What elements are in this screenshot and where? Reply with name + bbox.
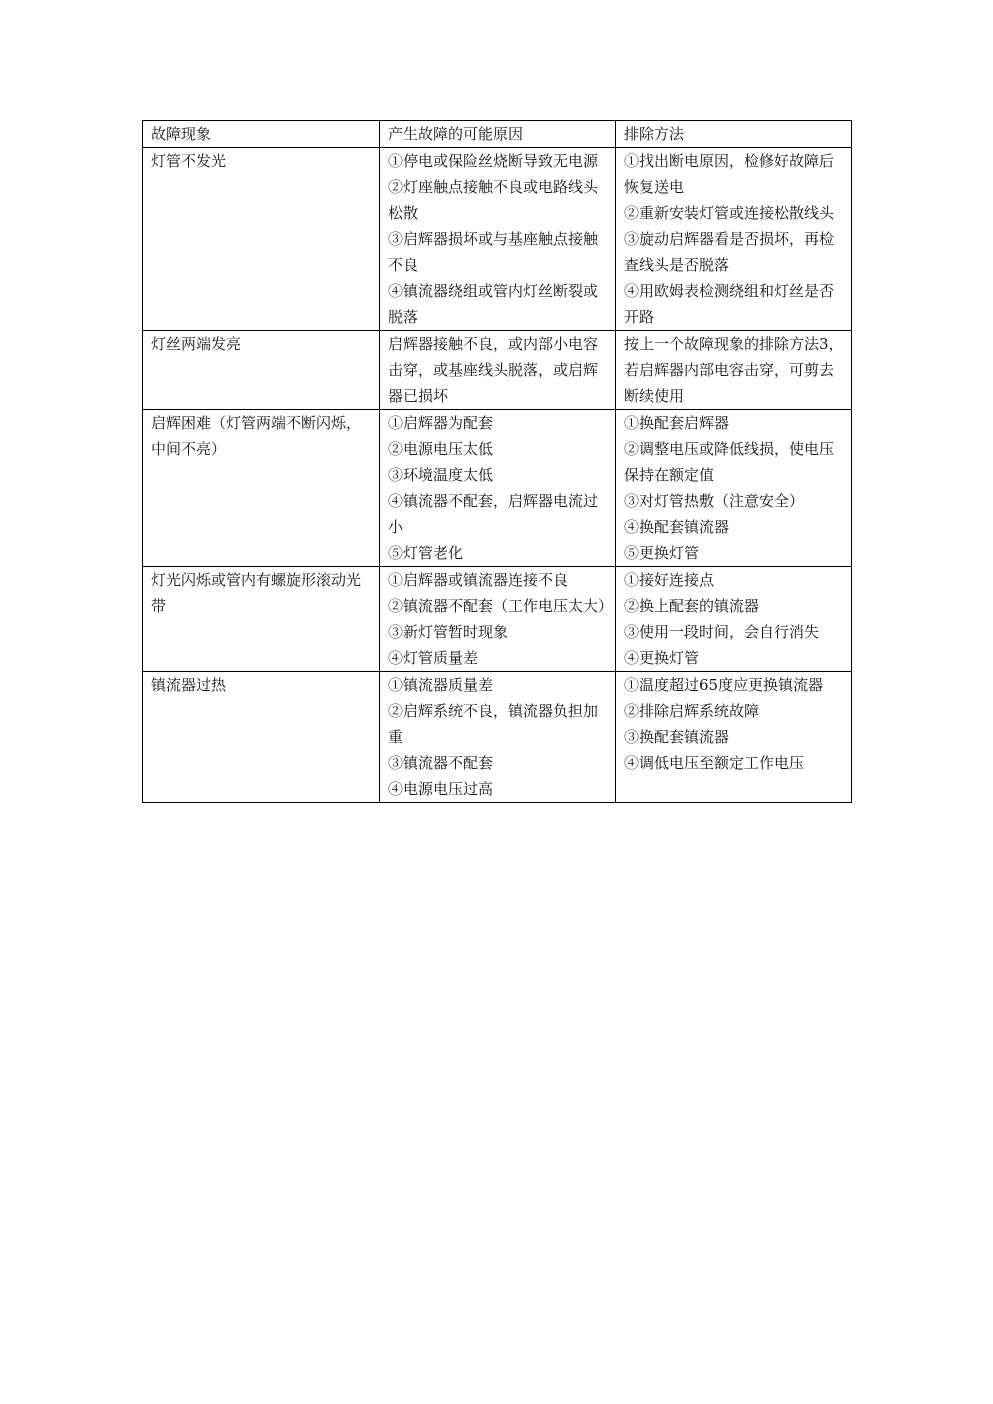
remedy-item: ⑤更换灯管	[624, 544, 700, 562]
cause-item: ②灯座触点接触不良或电路线头松散	[388, 178, 599, 222]
cause-item: ②镇流器不配套（工作电压太大）	[388, 597, 614, 615]
remedy-item: ①接好连接点	[624, 571, 715, 589]
remedy-item: ④换配套镇流器	[624, 518, 730, 536]
cause-item: ③镇流器不配套	[388, 754, 494, 772]
phenomenon-text: 镇流器过热	[151, 676, 227, 694]
remedy-item: ④用欧姆表检测绕组和灯丝是否开路	[624, 282, 835, 326]
cause-item: ②电源电压太低	[388, 440, 494, 458]
phenomenon-cell	[143, 672, 380, 803]
causes-cell	[380, 148, 616, 331]
cause-item: ②启辉系统不良，镇流器负担加重	[388, 702, 599, 746]
table-row	[143, 410, 852, 567]
phenomenon-text: 灯光闪烁或管内有螺旋形滚动光带	[151, 571, 362, 615]
cause-item: ④镇流器不配套，启辉器电流过小	[388, 492, 599, 536]
causes-cell	[380, 672, 616, 803]
header-row	[143, 121, 852, 148]
remedy-item: ④更换灯管	[624, 649, 700, 667]
remedy-item: ①找出断电原因，检修好故障后恢复送电	[624, 152, 835, 196]
cause-item: 启辉器接触不良，或内部小电容击穿，或基座线头脱落，或启辉器已损坏	[388, 335, 599, 405]
cause-item: ③启辉器损坏或与基座触点接触不良	[388, 230, 599, 274]
cause-item: ④灯管质量差	[388, 649, 479, 667]
cause-item: ③环境温度太低	[388, 466, 494, 484]
remedy-item: ③换配套镇流器	[624, 728, 730, 746]
phenomenon-cell	[143, 410, 380, 567]
cause-item: ①启辉器或镇流器连接不良	[388, 571, 569, 589]
table-row	[143, 148, 852, 331]
remedies-cell	[616, 331, 852, 410]
remedy-item: ③对灯管热敷（注意安全）	[624, 492, 805, 510]
header-remedies: 排除方法	[616, 121, 852, 148]
phenomenon-text: 灯丝两端发亮	[151, 335, 242, 353]
table-row	[143, 672, 852, 803]
phenomenon-text: 灯管不发光	[151, 152, 227, 170]
cause-item: ①镇流器质量差	[388, 676, 494, 694]
fault-troubleshooting-table	[142, 120, 852, 803]
phenomenon-text: 启辉困难（灯管两端不断闪烁，中间不亮）	[151, 414, 362, 458]
cause-item: ①停电或保险丝烧断导致无电源	[388, 152, 599, 170]
remedy-item: ②调整电压或降低线损，使电压保持在额定值	[624, 440, 835, 484]
cause-item: ④电源电压过高	[388, 780, 494, 798]
remedy-item: 按上一个故障现象的排除方法3，若启辉器内部电容击穿，可剪去断续使用	[624, 335, 844, 405]
table-body	[143, 148, 852, 803]
header-causes: 产生故障的可能原因	[380, 121, 616, 148]
causes-cell	[380, 331, 616, 410]
remedies-cell	[616, 410, 852, 567]
phenomenon-cell	[143, 331, 380, 410]
phenomenon-cell	[143, 567, 380, 672]
remedy-item: ③旋动启辉器看是否损坏，再检查线头是否脱落	[624, 230, 835, 274]
causes-cell	[380, 567, 616, 672]
header-phenomenon: 故障现象	[143, 121, 380, 148]
remedy-item: ③使用一段时间，会自行消失	[624, 623, 820, 641]
remedies-cell	[616, 672, 852, 803]
remedy-item: ④调低电压至额定工作电压	[624, 754, 805, 772]
table-row	[143, 331, 852, 410]
cause-item: ①启辉器为配套	[388, 414, 494, 432]
remedy-item: ①温度超过65度应更换镇流器	[624, 676, 824, 694]
remedies-cell	[616, 148, 852, 331]
causes-cell	[380, 410, 616, 567]
table-header	[143, 121, 852, 148]
table-row	[143, 567, 852, 672]
cause-item: ④镇流器绕组或管内灯丝断裂或脱落	[388, 282, 599, 326]
cause-item: ③新灯管暂时现象	[388, 623, 509, 641]
remedy-item: ①换配套启辉器	[624, 414, 730, 432]
remedy-item: ②换上配套的镇流器	[624, 597, 760, 615]
cause-item: ⑤灯管老化	[388, 544, 464, 562]
remedy-item: ②排除启辉系统故障	[624, 702, 760, 720]
phenomenon-cell	[143, 148, 380, 331]
remedies-cell	[616, 567, 852, 672]
remedy-item: ②重新安装灯管或连接松散线头	[624, 204, 835, 222]
